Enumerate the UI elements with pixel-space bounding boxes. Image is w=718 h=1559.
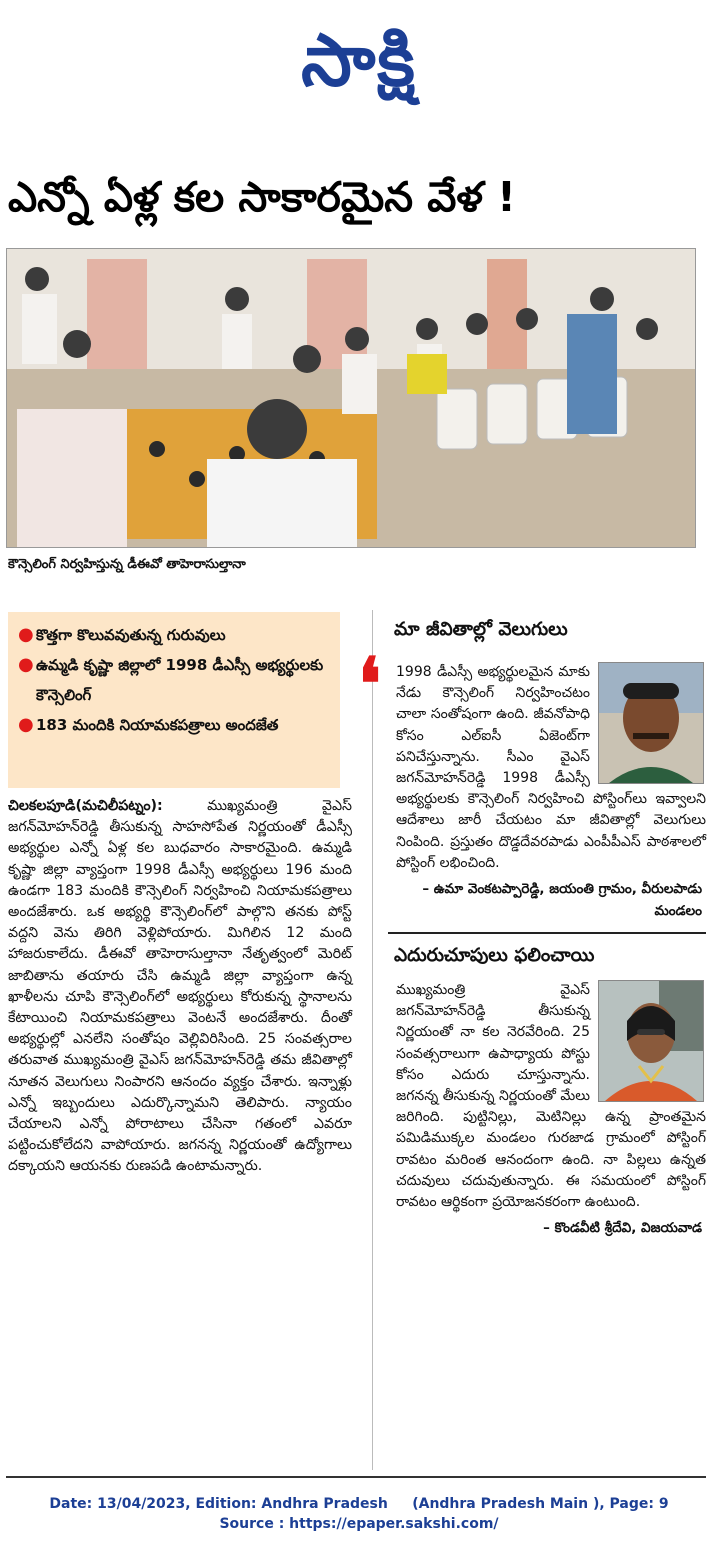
bullet-icon: ● (18, 624, 34, 645)
footer-edition-line: Date: 13/04/2023, Edition: Andhra Pradesh (Andhra Pradesh Main ), Page: 9 (49, 1496, 669, 1512)
column-divider (372, 610, 373, 1470)
quote-icon: ❛ (358, 641, 382, 726)
footer (0, 1494, 718, 1534)
sidebar2 (388, 932, 706, 1239)
sidebar2-quote (388, 980, 706, 1213)
sidebar-column (358, 612, 706, 1239)
photo-caption: కౌన్సెలింగ్ నిర్వహిస్తున్న డీఈవో తాహెరాసుల్తానా (8, 557, 246, 572)
article-body (8, 796, 352, 1178)
sakshi-logo: సాక్షి (301, 18, 417, 102)
highlight-item (18, 650, 330, 710)
sidebar1-byline: – ఉమా వెంకటప్పారెడ్డి, జయంతి గ్రామం, వీరులపాడు మండలం (422, 881, 702, 920)
sidebar1-text: 1998 డీఎస్సీ అభ్యర్థులమైన మాకు నేడు కౌన్సెలింగ్ నిర్వహించటం చాలా సంతోషంగా ఉంది. జీవనోపాధి కోసం ఎల్ఐసీ ఏజెంట్‌గా పనిచేస్తున్నాను. సీఎం వైఎస్ జగన్‌మోహన్‌రెడ్డి 1998 డీఎస్సీ అభ్యర్థులకు కౌన్సెలింగ్ నిర్వహించి పోస్టింగ్‌లు ఇవ్వాలని ఆదేశాలు జారీ చేయటం మా జీవితాల్లో వెలుగులు నింపింది. ప్రస్తుతం దొడ్డదేవరపాడు ఎంపీపీఎస్ పాఠశాలలో పోస్టింగ్ లభించింది. (396, 664, 706, 871)
headline: ఎన్నో ఏళ్ల కల సాకారమైన వేళ ! (8, 173, 516, 221)
highlight-text: ఉమ్మడి కృష్ణా జిల్లాలో 1998 డీఎస్సీ అభ్యర్థులకు కౌన్సెలింగ్ (36, 656, 324, 704)
highlight-text: 183 మందికి నియామకపత్రాలు అందజేత (36, 716, 279, 734)
sidebar2-byline: – కొండవీటి శ్రీదేవి, విజయవాడ (543, 1220, 702, 1237)
bullet-icon: ● (18, 654, 34, 675)
highlight-text: కొత్తగా కొలువవుతున్న గురువులు (36, 626, 226, 644)
footer-source-line: Source : https://epaper.sakshi.com/ (219, 1516, 499, 1532)
sidebar2-text: ముఖ్యమంత్రి వైఎస్ జగన్‌మోహన్‌రెడ్డి తీసుకున్న నిర్ణయంతో నా కల నెరవేరింది. 25 సంవత్సరాలుగా ఉపాధ్యాయ పోస్టు కోసం ఎదురు చూస్తున్నాను. జగనన్న తీసుకున్న నిర్ణయంతో మేలు జరిగింది. పుట్టినిల్లు, మెటినిల్లు ఉన్న ప్రాంతమైన పమిడిముక్కల మండలం గురజాడ గ్రామంలో పోస్టింగ్ రావటం మరింత ఆనందంగా ఉంది. నా పిల్లలు ఉన్నత చదువులు చదువుతున్నారు. ఈ సమయంలో పోస్టింగ్ రావటం ఆర్థికంగా ప్రయోజనకరంగా ఉంటుంది. (396, 982, 706, 1211)
portrait-kondaveeti-sridevi (598, 980, 704, 1102)
dateline: చిలకలపూడి(మచిలీపట్నం): (8, 798, 163, 814)
portrait-uma-venkatappareddy (598, 662, 704, 784)
masthead (0, 0, 718, 132)
highlights-box (8, 612, 340, 788)
sidebar1-title: మా జీవితాల్లో వెలుగులు (394, 619, 568, 640)
page-bottom-rule (6, 1476, 706, 1478)
article-text: ముఖ్యమంత్రి వైఎస్ జగన్‌మోహన్‌రెడ్డి తీసుకున్న సాహసోపేత నిర్ణయంతో డీఎస్సీ అభ్యర్థుల ఎన్నో ఏళ్ల కల బుధవారం సాకారమైంది. ఉమ్మడి కృష్ణా జిల్లా వ్యాప్తంగా 1998 డీఎస్సీ అభ్యర్థులు 196 మంది ఉండగా 183 మందికి కౌన్సెలింగ్ నిర్వహించి నియామకపత్రాలు అందజేశారు. ఒక అభ్యర్థి కౌన్సెలింగ్‌లో పాల్గొని తనకు పోస్ట్ వద్దని వెను తిరిగి వెళ్లిపోయారు. మిగిలిన 12 మంది హాజరుకాలేదు. డీఈవో తాహెరాసుల్తానా నేతృత్వంలో మెరిట్ జాబితాను తయారు చేసి ఉమ్మడి జిల్లా వ్యాప్తంగా ఉన్న ఖాళీలను చూపి కౌన్సెలింగ్‌లో అభ్యర్థులు కోరుకున్న స్థానాలను కేటాయించి నియామకపత్రాలు వెంటనే అందజేశారు. దీంతో అభ్యర్థుల్లో ఎనలేని సంతోషం వెల్లివిరిసింది. 25 సంవత్సరాల తరువాత ముఖ్యమంత్రి వైఎస్ జగన్‌మోహన్‌రెడ్డి తమ జీవితాల్లో నూతన వెలుగులు నింపారని ఆనందం వ్యక్తం చేశారు. ఇన్నాళ్లు ఎన్నో ఇబ్బందులు ఎదుర్కొన్నామని తెలిపారు. న్యాయం చేయాలని ఎన్నో పోరాటాలు చేసినా గతంలో ఎవరూ పట్టించుకోలేదని వాపోయారు. జగనన్న నిర్ణయంతో ఉద్యోగాలు దక్కాయని ఆయనకు రుణపడి ఉంటామన్నారు. (8, 798, 352, 1175)
sidebar2-title: ఎదురుచూపులు ఫలించాయి (394, 945, 595, 967)
counseling-photo (6, 248, 696, 548)
bullet-icon: ● (18, 714, 34, 735)
sidebar1-quote (358, 641, 706, 874)
highlight-item (18, 620, 330, 650)
highlight-item (18, 710, 330, 740)
